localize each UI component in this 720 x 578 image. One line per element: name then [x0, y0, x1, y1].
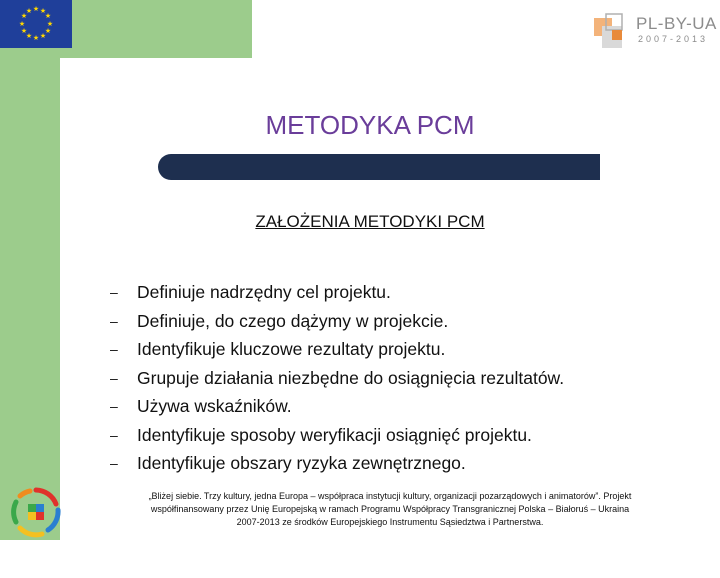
list-item-text: Używa wskaźników. [137, 396, 292, 416]
list-item [110, 392, 564, 421]
footer-line-2: współfinansowany przez Unię Europejską w ramach Programu Współpracy Transgranicznej Polska – Białoruś – Ukraina [150, 504, 630, 514]
list-item [110, 364, 564, 393]
svg-text:★: ★ [44, 27, 52, 35]
dash-icon: – [110, 341, 118, 357]
svg-text:★: ★ [39, 7, 47, 15]
slide-title: METODYKA PCM [265, 110, 475, 140]
logo-text: PL-BY-UA [636, 14, 717, 33]
dash-icon: – [110, 284, 118, 300]
svg-text:★: ★ [32, 34, 40, 42]
eu-flag-icon [0, 0, 72, 48]
left-green-band [0, 0, 60, 540]
dash-icon: – [110, 426, 118, 443]
list-item-text: Identyfikuje sposoby weryfikacji osiągnięć projektu. [137, 424, 532, 445]
list-item-text: Definiuje nadrzędny cel projektu. [137, 282, 391, 302]
list-item [110, 449, 564, 478]
svg-text:★: ★ [25, 7, 33, 15]
svg-text:★: ★ [39, 32, 47, 40]
list-item-text: Definiuje, do czego dążymy w projekcie. [137, 310, 449, 331]
slide-subtitle: ZAŁOŻENIA METODYKI PCM [255, 212, 485, 231]
list-item [110, 421, 564, 450]
footer-note [84, 490, 696, 529]
svg-text:★: ★ [18, 20, 26, 28]
list-item-text: Identyfikuje obszary ryzyka zewnętrznego. [137, 453, 466, 473]
footer-line-1: „Bliżej siebie. Trzy kultury, jedna Europa – współpraca instytucji kultury, organizacji pozarządowych i animatorów”. Projekt [148, 491, 632, 501]
svg-text:★: ★ [46, 20, 54, 28]
logo-years: 2007-2013 [638, 34, 709, 44]
list-item [110, 278, 564, 307]
list-item [110, 307, 564, 336]
svg-text:★: ★ [32, 5, 40, 13]
list-item-text: Identyfikuje kluczowe rezultaty projektu. [137, 339, 446, 359]
footer-line-3: 2007-2013 ze środków Europejskiego Instrumentu Sąsiedztwa i Partnerstwa. [236, 517, 544, 527]
svg-text:★: ★ [20, 12, 28, 20]
title-underline-bar [158, 154, 600, 180]
dash-icon: – [110, 455, 118, 471]
svg-text:★: ★ [20, 27, 28, 35]
dash-icon: – [110, 312, 118, 329]
list-item [110, 335, 564, 364]
list-item-text: Grupuje działania niezbędne do osiągnięcia rezultatów. [137, 367, 565, 388]
svg-text:★: ★ [44, 12, 52, 20]
culture-logo [8, 484, 64, 540]
bullet-list [110, 278, 564, 478]
svg-text:★: ★ [25, 32, 33, 40]
dash-icon: – [110, 369, 118, 386]
dash-icon: – [110, 398, 118, 414]
